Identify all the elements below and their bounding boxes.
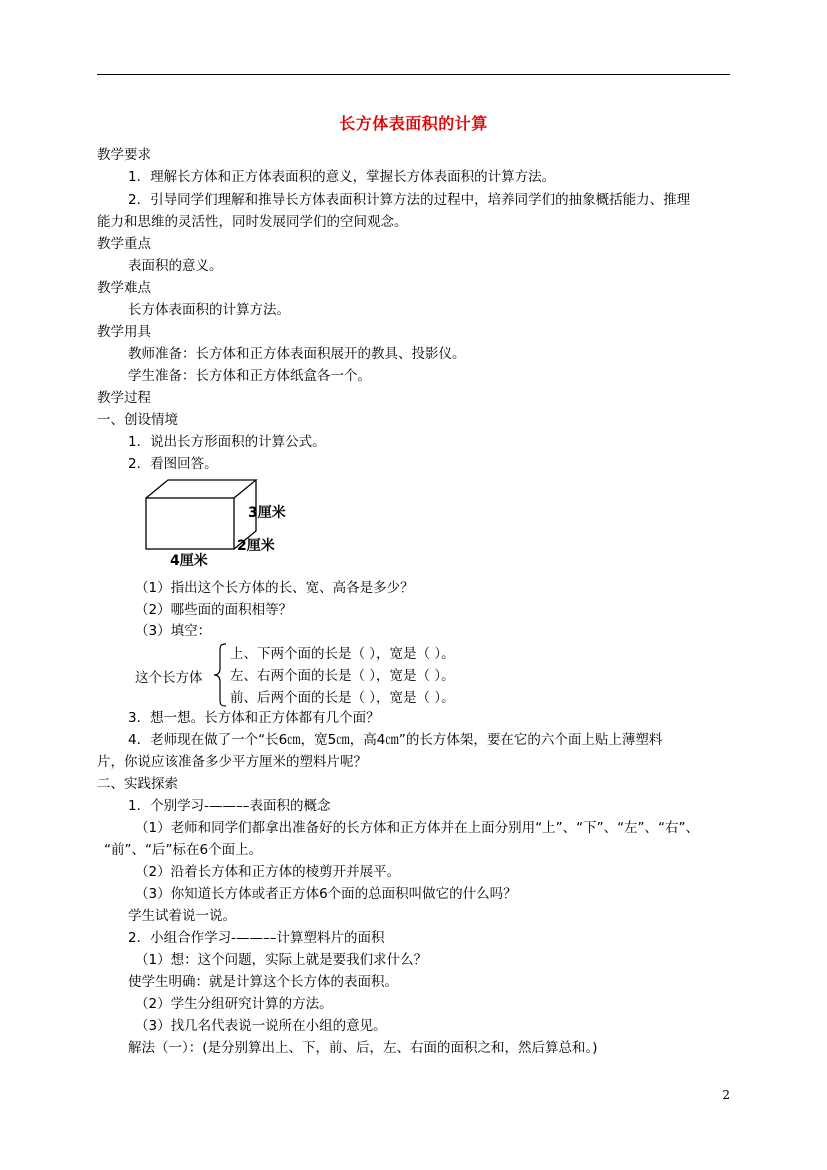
paragraph: 学生试着说一说。 <box>128 908 236 924</box>
paragraph: 使学生明确：就是计算这个长方体的表面积。 <box>128 974 398 990</box>
paragraph: 表面积的意义。 <box>128 258 223 274</box>
paragraph: （2）学生分组研究计算的方法。 <box>135 996 333 1012</box>
paragraph: 1．理解长方体和正方体表面积的意义，掌握长方体表面积的计算方法。 <box>128 169 556 185</box>
paragraph: （2）沿着长方体和正方体的棱剪开并展平。 <box>135 864 401 880</box>
question: （1）指出这个长方体的长、宽、高各是多少？ <box>135 580 414 596</box>
paragraph: （3）你知道长方体或者正方体6个面的总面积叫做它的什么吗？ <box>135 886 517 902</box>
question: （3）填空： <box>135 623 212 639</box>
height-label: 3厘米 <box>248 505 286 521</box>
section-heading: 一、创设情境 <box>97 412 178 428</box>
section-heading: 教学要求 <box>97 147 151 163</box>
paragraph: 4．老师现在做了一个“长6㎝，宽5㎝，高4㎝”的长方体架，要在它的六个面上贴上薄塑料 <box>128 732 663 748</box>
fill-blank-lead: 这个长方体 <box>135 670 203 686</box>
section-heading: 二、实践探索 <box>97 776 178 792</box>
paragraph: “前”、“后”标在6个面上。 <box>104 842 263 858</box>
length-label: 4厘米 <box>170 553 208 569</box>
header-rule <box>97 74 730 75</box>
cuboid-figure <box>140 478 300 570</box>
fill-blank-row: 上、下两个面的长是（ ），宽是（ ）。 <box>230 646 455 662</box>
paragraph: 3．想一想。长方体和正方体都有几个面？ <box>128 710 380 726</box>
section-heading: 教学过程 <box>97 390 151 406</box>
paragraph: 学生准备：长方体和正方体纸盒各一个。 <box>128 368 371 384</box>
section-heading: 教学重点 <box>97 236 151 252</box>
paragraph: 能力和思维的灵活性，同时发展同学们的空间观念。 <box>97 214 408 230</box>
paragraph: 教师准备：长方体和正方体表面积展开的教具、投影仪。 <box>128 346 466 362</box>
left-brace-icon <box>212 642 228 708</box>
paragraph: （1）老师和同学们都拿出准备好的长方体和正方体并在上面分别用“上”、“下”、“左”、“右”、 <box>135 820 700 836</box>
width-label: 2厘米 <box>237 538 275 554</box>
paragraph: 片，你说应该准备多少平方厘米的塑料片呢？ <box>97 754 367 770</box>
fill-blank-row: 左、右两个面的长是（ ），宽是（ ）。 <box>230 668 455 684</box>
paragraph: 长方体表面积的计算方法。 <box>128 302 290 318</box>
paragraph: （1）想：这个问题，实际上就是要我们求什么？ <box>135 952 428 968</box>
paragraph: （3）找几名代表说一说所在小组的意见。 <box>135 1018 387 1034</box>
fill-blank-group <box>135 640 555 710</box>
paragraph: 2．小组合作学习-——––计算塑料片的面积 <box>128 930 385 946</box>
question: （2）哪些面的面积相等？ <box>135 602 293 618</box>
section-heading: 教学用具 <box>97 324 151 340</box>
paragraph: 2．看图回答。 <box>128 456 218 472</box>
paragraph: 解法（一）：(是分别算出上、下，前、后，左、右面的面积之和，然后算总和。) <box>128 1040 598 1056</box>
page-title: 长方体表面积的计算 <box>339 114 488 133</box>
page-number: 2 <box>722 1088 730 1102</box>
fill-blank-row: 前、后两个面的长是（ ），宽是（ ）。 <box>230 690 455 706</box>
paragraph: 1．说出长方形面积的计算公式。 <box>128 434 326 450</box>
paragraph: 2．引导同学们理解和推导长方体表面积计算方法的过程中，培养同学们的抽象概括能力、推理 <box>128 192 691 208</box>
cuboid-diagram <box>140 478 300 570</box>
section-heading: 教学难点 <box>97 280 151 296</box>
paragraph: 1．个别学习-——––表面积的概念 <box>128 798 331 814</box>
